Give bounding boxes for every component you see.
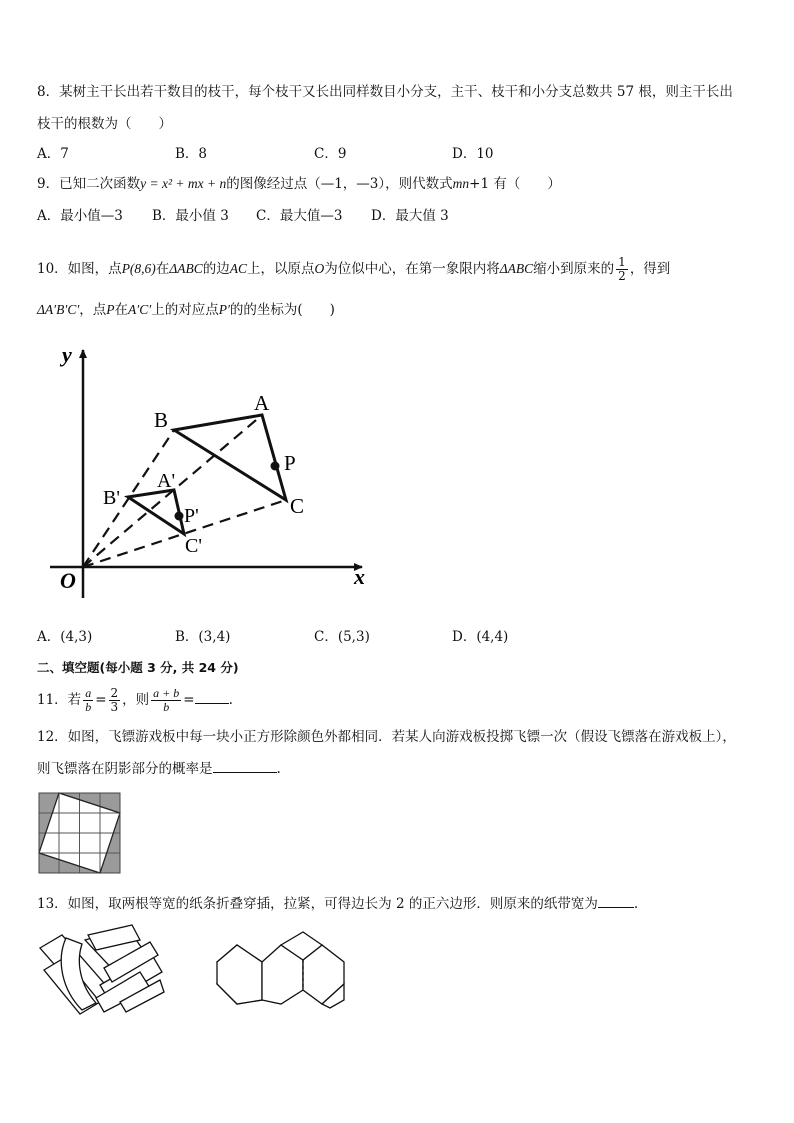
label-b: B <box>154 408 169 432</box>
q10-frac-den: 2 <box>618 269 626 283</box>
frac-num: 2 <box>110 686 119 700</box>
q9-option-d: D．最大值 3 <box>371 208 449 224</box>
label-x: x <box>354 564 365 589</box>
q12-line1: 12．如图，飞镖游戏板中每一块小正方形除颜色外都相同．若某人向游戏板投掷飞镖一次（假设飞镖落在游戏板上）， <box>37 729 736 745</box>
q13-stem <box>37 894 638 914</box>
q10-text: 上，以原点 <box>247 261 315 277</box>
point-p1-dot <box>175 512 184 521</box>
equals-sign: = <box>183 692 195 708</box>
q10-option-b: B．(3,4) <box>175 629 231 645</box>
q10-image-side: A′C′ <box>128 302 152 317</box>
q11-fraction-apb-b <box>151 687 181 714</box>
triangle-a1b1c1 <box>128 490 184 534</box>
label-a1: A' <box>157 470 176 492</box>
q13-text: 13．如图，取两根等宽的纸条折叠穿插，拉紧，可得边长为 2 的正六边形．则原来的纸带宽为 <box>37 896 598 912</box>
triangle-abc <box>174 415 286 500</box>
q8-option-b: B．8 <box>175 146 208 162</box>
point-p-dot <box>271 462 280 471</box>
frac-den: b <box>163 700 170 714</box>
q11-prefix: 11．若 <box>37 692 82 708</box>
q13-answer-blank[interactable] <box>598 895 634 908</box>
q10-text: 缩小到原来的 <box>533 261 615 277</box>
label-b1: B' <box>103 487 120 509</box>
q10-option-c: C．(5,3) <box>314 629 370 645</box>
q13-woven-strips <box>40 925 164 1014</box>
q10-side: AC <box>229 261 247 276</box>
q10-point-p-prime: P′ <box>218 302 230 317</box>
q12-suffix: . <box>276 761 281 777</box>
q10-origin: O <box>314 261 325 276</box>
q11-answer-blank[interactable] <box>195 691 229 704</box>
q8-line2: 枝干的根数为（ ） <box>37 116 172 132</box>
q10-text: 的的坐标为( ) <box>229 302 335 318</box>
q12-line2-text: 则飞镖落在阴影部分的概率是 <box>37 761 213 777</box>
label-c: C <box>290 494 305 518</box>
q8-option-d: D．10 <box>452 146 494 162</box>
frac-num: a <box>85 686 92 700</box>
q10-frac-num: 1 <box>618 255 626 269</box>
q9-function: y = x² + mx + n <box>140 176 227 191</box>
q10-option-a: A．(4,3) <box>37 629 93 645</box>
q9-option-b: B．最小值 3 <box>152 208 229 224</box>
label-c1: C' <box>185 535 202 557</box>
q10-point: P(8,6) <box>121 261 156 276</box>
q8-option-c: C．9 <box>314 146 347 162</box>
q13-unfolded-strips <box>217 932 344 1008</box>
q13-suffix: . <box>633 896 639 912</box>
q9-mid: 的图像经过点（—1，—3），则代数式 <box>226 176 453 192</box>
q9-option-c: C．最大值—3 <box>256 208 343 224</box>
q12-line2 <box>37 759 281 779</box>
q9-option-a: A．最小值—3 <box>37 208 123 224</box>
label-a: A <box>254 391 270 415</box>
equals-sign: = <box>95 692 107 708</box>
label-y: y <box>62 342 72 367</box>
q10-text: ，点 <box>79 302 107 318</box>
frac-den: 3 <box>110 700 119 714</box>
section-2-heading: 二、填空题(每小题 3 分, 共 24 分) <box>37 660 239 675</box>
q10-text: 在 <box>155 261 170 277</box>
q10-text: 的边 <box>202 261 230 277</box>
q10-text: 上的对应点 <box>151 302 219 318</box>
q9-expression: mn <box>452 176 470 191</box>
q12-answer-blank[interactable] <box>213 760 277 773</box>
q10-text: 在 <box>114 302 129 318</box>
q11-suffix: . <box>228 692 233 708</box>
q10-option-d: D．(4,4) <box>452 629 509 645</box>
frac-den: b <box>85 700 92 714</box>
q11-mid: ，则 <box>122 692 150 708</box>
q8-option-a: A．7 <box>37 146 69 162</box>
q9-suffix: +1 有（ ） <box>469 176 561 192</box>
q11-fraction-a-b <box>83 687 93 714</box>
q10-text: 为位似中心，在第一象限内将 <box>324 261 500 277</box>
q12-dartboard <box>39 793 120 873</box>
q9-prefix: 9．已知二次函数 <box>37 176 141 192</box>
q10-image-triangle: ΔA′B′C′ <box>37 302 80 317</box>
label-o: O <box>60 568 76 593</box>
label-p: P <box>284 451 296 475</box>
q10-text: 10．如图，点 <box>37 261 122 277</box>
label-p1: P' <box>184 505 199 527</box>
q8-line1: 8．某树主干长出若干数目的枝干，每个枝干又长出同样数目小分支，主干、枝干和小分支总数共 57 根，则主干长出 <box>37 84 733 100</box>
q10-text: ，得到 <box>629 261 671 277</box>
q10-point-p: P <box>106 302 115 317</box>
q10-triangle: ΔABC <box>499 261 534 276</box>
q10-triangle: ΔABC <box>169 261 203 276</box>
frac-num: a + b <box>153 686 180 700</box>
q11-fraction-2-3 <box>109 687 121 714</box>
q11-stem <box>37 682 233 718</box>
